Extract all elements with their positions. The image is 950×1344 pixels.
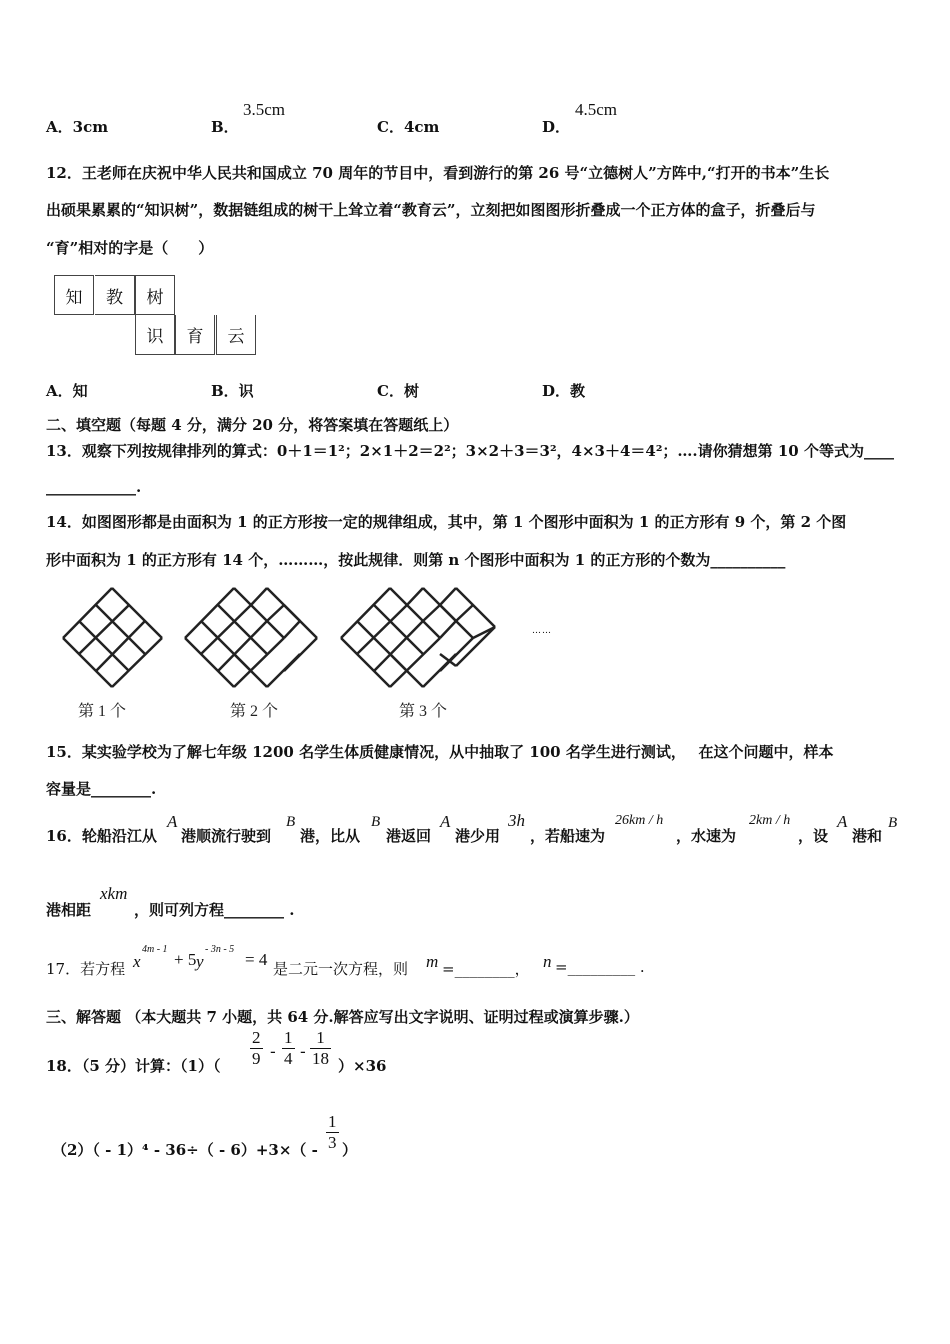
- q18-part-2: （2）（ - 1）⁴ - 36÷（ - 6）+3×（ -: [52, 1141, 318, 1159]
- pattern-figure-2: [185, 588, 317, 687]
- q16-text: 16．轮船沿江从: [46, 827, 157, 845]
- q16-var: A: [440, 812, 451, 831]
- net-cell: 育: [175, 315, 215, 355]
- q16-text: 港，比从: [300, 827, 361, 845]
- net-cell: 教: [95, 275, 135, 315]
- q15-line-1: 15．某实验学校为了解七年级 1200 名学生体质健康情况，从中抽取了 100 名学生进行测试， 在这个问题中，样本: [46, 743, 834, 761]
- pattern-figure-3: [341, 588, 495, 687]
- q17-text: 17．若方程: [46, 960, 126, 978]
- numerator: 1: [284, 1028, 293, 1047]
- q18-fraction: [326, 1112, 339, 1153]
- denominator: 3: [328, 1133, 337, 1152]
- q16-var: B: [286, 814, 296, 830]
- q11-option-b: B．: [211, 118, 239, 136]
- q17-text: =________，: [442, 960, 530, 978]
- q12-option-c: C．树: [377, 382, 419, 400]
- net-cell: 知: [54, 275, 94, 315]
- denominator: 9: [252, 1049, 261, 1068]
- q16-var: xkm: [100, 884, 128, 903]
- q11-option-d-value: 4.5cm: [575, 100, 618, 119]
- q18-fraction: [250, 1028, 263, 1069]
- net-cell: 树: [135, 275, 175, 315]
- q16-text: ，水速为: [676, 827, 737, 845]
- numerator: 1: [328, 1112, 337, 1131]
- q12-line-3: “育”相对的字是（ ）: [46, 239, 214, 257]
- q16-var: B: [888, 815, 898, 831]
- q16-text: ，设: [798, 827, 829, 845]
- q12-option-d: D．教: [542, 382, 586, 400]
- q17-text: =_________ .: [555, 958, 645, 976]
- q17-var: m: [426, 952, 439, 971]
- numerator: 2: [252, 1028, 261, 1047]
- q18-operator: -: [300, 1042, 306, 1062]
- section-3-heading: 三、解答题 （本大题共 7 小题，共 64 分.解答应写出文字说明、证明过程或演算步骤.）: [46, 1008, 639, 1026]
- q11-option-a: A．3cm: [46, 118, 109, 136]
- q16-text: 港返回: [386, 827, 432, 845]
- q17-exponent: - 3n - 5: [205, 944, 235, 955]
- q16-text: ，则可列方程________ .: [134, 901, 295, 919]
- q16-var: 26km / h: [615, 813, 664, 828]
- q18-text: ）×36: [338, 1057, 387, 1075]
- q14-pattern-figures: [55, 580, 575, 695]
- net-cell: 云: [216, 315, 256, 355]
- net-cell: 识: [135, 315, 175, 355]
- q18-text: 18．（5 分）计算：（1）（: [46, 1057, 221, 1075]
- q11-option-b-value: 3.5cm: [243, 100, 286, 119]
- q18-fraction: [310, 1028, 331, 1069]
- numerator: 1: [310, 1028, 331, 1049]
- q16-text: 港相距: [46, 901, 92, 919]
- q14-caption-1: 第 1 个: [78, 703, 127, 720]
- q14-line-2: 形中面积为 1 的正方形有 14 个，………，按此规律．则第 n 个图形中面积为 1 的正方形的个数为__________: [46, 551, 786, 569]
- q14-caption-3: 第 3 个: [399, 703, 448, 720]
- q12-line-1: 12．王老师在庆祝中华人民共和国成立 70 周年的节目中，看到游行的第 26 号“立德树人”方阵中,“打开的书本”生长: [46, 164, 830, 182]
- q16-text: ，若船速为: [530, 827, 606, 845]
- q17-exponent: 4m - 1: [142, 944, 168, 955]
- q16-var: A: [167, 812, 178, 831]
- q18-fraction: [282, 1028, 295, 1069]
- q17-var: y: [196, 952, 204, 971]
- q11-option-c: C．4cm: [377, 118, 440, 136]
- q17-var: x: [133, 952, 141, 971]
- q16-text: 港和: [852, 827, 883, 845]
- q13-line-1: 13．观察下列按规律排列的算式：0＋1＝1²；2×1＋2＝2²；3×2＋3＝3²，4×3＋4＝4²；….请你猜想第 10 个等式为____: [46, 442, 894, 460]
- q16-var: A: [837, 812, 848, 831]
- q16-text: 港顺流行驶到: [181, 827, 272, 845]
- q14-line-1: 14．如图图形都是由面积为 1 的正方形按一定的规律组成，其中，第 1 个图形中面积为 1 的正方形有 9 个，第 2 个图: [46, 513, 847, 531]
- q16-var: 2km / h: [749, 813, 791, 828]
- q11-option-d: D．: [542, 118, 571, 136]
- q17-text: = 4: [245, 950, 268, 969]
- q14-caption-2: 第 2 个: [230, 703, 279, 720]
- q16-var: B: [371, 814, 381, 830]
- q18-text: ）: [342, 1141, 358, 1159]
- q14-ellipsis: ……: [532, 626, 552, 636]
- q18-operator: -: [270, 1042, 276, 1062]
- q17-var: n: [543, 952, 552, 971]
- q12-option-b: B．识: [211, 382, 254, 400]
- q16-var: 3h: [508, 811, 525, 830]
- pattern-figure-1: [63, 588, 162, 687]
- q12-option-a: A．知: [46, 382, 88, 400]
- q17-text: 是二元一次方程，则: [273, 960, 409, 978]
- q15-line-2: 容量是________.: [46, 780, 157, 798]
- q16-text: 港少用: [455, 827, 501, 845]
- q12-line-2: 出硕果累累的“知识树”，数据链组成的树干上耸立着“教育云”，立刻把如图图形折叠成一个正方体的盒子，折叠后与: [46, 201, 816, 219]
- denominator: 18: [312, 1049, 329, 1068]
- q13-line-2: ____________.: [46, 478, 142, 496]
- denominator: 4: [284, 1049, 293, 1068]
- q17-text: + 5: [174, 950, 197, 969]
- section-2-heading: 二、填空题（每题 4 分，满分 20 分，将答案填在答题纸上）: [46, 416, 459, 434]
